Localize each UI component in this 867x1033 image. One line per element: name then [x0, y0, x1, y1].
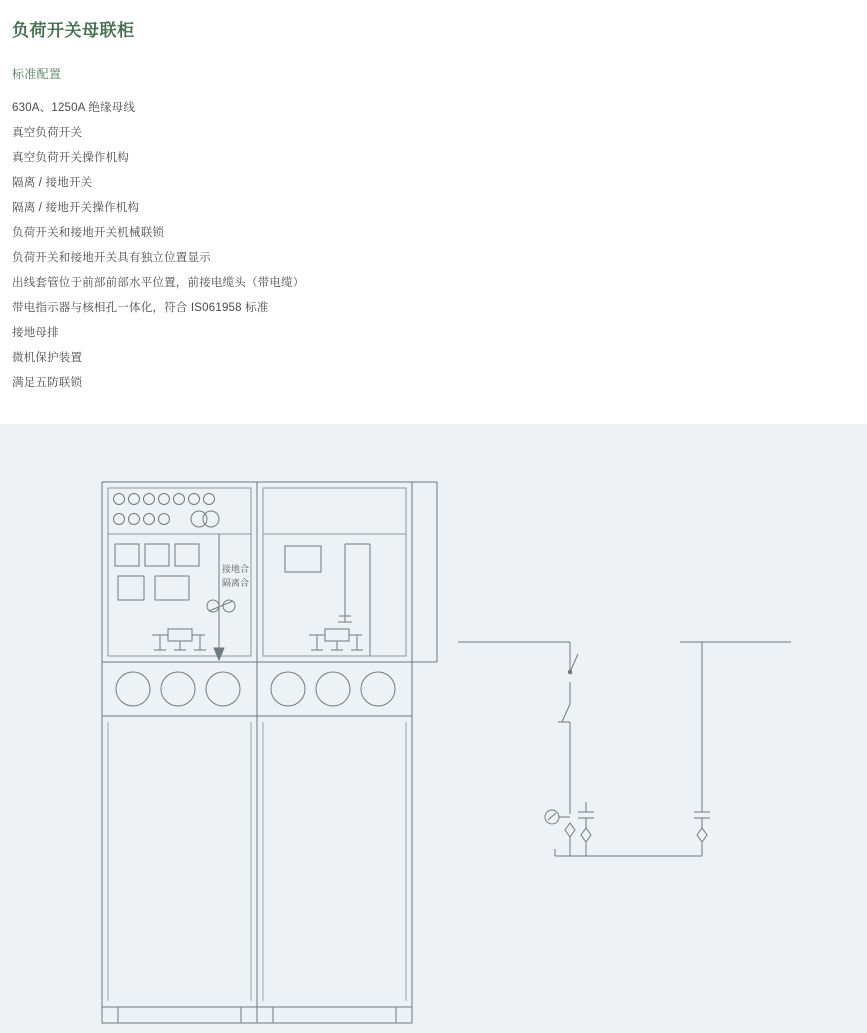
- list-item: 接地母排: [12, 327, 59, 339]
- cable-compartment-right: [257, 662, 412, 716]
- figure-panel: [0, 424, 867, 1033]
- label-isolate-closed: 隔离合: [222, 578, 250, 588]
- list-item: 出线套管位于前部前部水平位置，前接电缆头（带电缆）: [12, 277, 305, 289]
- cabinet-door-left: [102, 716, 257, 1007]
- list-item: 满足五防联锁: [12, 377, 83, 389]
- list-item: 负荷开关和接地开关具有独立位置显示: [12, 252, 211, 264]
- list-item: 隔离 / 接地开关操作机构: [12, 202, 140, 214]
- list-item: 630A、1250A 绝缘母线: [12, 102, 136, 114]
- list-item: 真空负荷开关: [12, 127, 83, 139]
- cabinet-door-right: [257, 716, 412, 1007]
- list-item: 真空负荷开关操作机构: [12, 152, 129, 164]
- list-item: 负荷开关和接地开关机械联锁: [12, 227, 165, 239]
- page-title: 负荷开关母联柜: [12, 21, 135, 40]
- spec-list: [12, 96, 855, 396]
- cabinet-bay-right-top: [257, 482, 412, 662]
- list-item: 隔离 / 接地开关: [12, 177, 93, 189]
- switchgear-drawing: [0, 424, 867, 1033]
- section-heading: 标准配置: [12, 67, 62, 81]
- text-content: [0, 0, 867, 396]
- list-item: 带电指示器与核相孔一体化，符合 IS061958 标准: [12, 302, 269, 314]
- label-ground-closed: 接地合: [222, 564, 250, 574]
- cable-compartment-left: [102, 662, 257, 716]
- list-item: 微机保护装置: [12, 352, 83, 364]
